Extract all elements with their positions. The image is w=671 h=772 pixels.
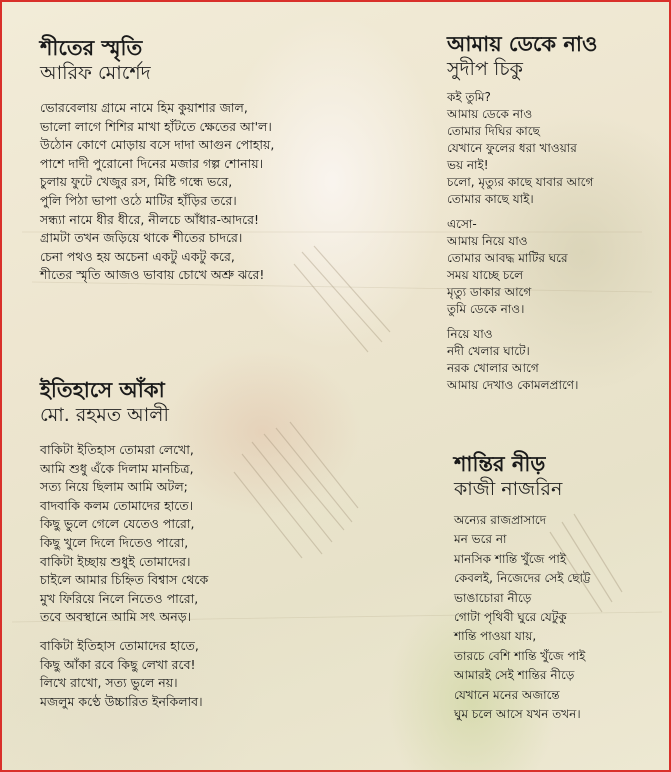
poem-line: মুখ ফিরিয়ে নিলে নিতেও পারো, [40, 590, 199, 606]
poem-drawn-in-history [40, 378, 208, 721]
poem-line: কেবলই, নিজেদের সেই ছোট্ট [454, 571, 591, 586]
poem-line: মৃত্যু ডাকার আগে [447, 284, 532, 299]
poem-line: আমায় ডেকে নাও [447, 106, 533, 121]
poem-line: গোটা পৃথিবী ঘুরে যেটুকু [454, 610, 567, 625]
poem-line: সন্ধ্যা নামে ধীর ধীরে, নীলচে আঁধার-আদরে! [40, 211, 260, 227]
poem-line: ভয় নাই! [447, 157, 489, 172]
poem-line: মন ভরে না [454, 532, 507, 547]
poem-line: আমি শুধু এঁকে দিলাম মানচিত্র, [40, 460, 194, 476]
poem-call-me [447, 32, 597, 402]
poem-line: যেখানে মনের অজান্তে [454, 687, 560, 702]
poem-stanza [447, 89, 597, 208]
poem-line: বাদবাকি কলম তোমাদের হাতে। [40, 497, 194, 513]
poem-line: ঘুম চলে আসে যখন তখন। [454, 707, 581, 722]
poem-line: আমায় নিয়ে যাও [447, 233, 528, 248]
poem-nest-of-peace [454, 452, 591, 734]
poem-stanza [454, 511, 591, 724]
poem-line: নিয়ে যাও [447, 326, 493, 341]
poem-line: কিছু ভুলে গেলে যেতেও পারো, [40, 516, 195, 532]
poem-line: চেনা পথও হয় অচেনা একটু একটু করে, [40, 248, 235, 264]
poem-line: আমারই সেই শান্তির নীড়ে [454, 668, 575, 683]
poem-line: এসো- [447, 216, 477, 231]
poem-line: চাইলে আমার চিহ্নিত বিশ্বাস থেকে [40, 572, 209, 588]
poem-stanza [447, 326, 597, 394]
poem-author: মো. রহমত আলী [40, 404, 169, 427]
poem-line: গ্রামটা তখন জড়িয়ে থাকে শীতের চাদরে। [40, 230, 243, 246]
poem-line: মানসিক শান্তি খুঁজে পাই [454, 551, 567, 566]
poem-line: শীতের স্মৃতি আজও ভাবায় চোখে অশ্রু ঝরে! [40, 267, 265, 283]
poem-title: শীতের স্মৃতি [40, 36, 143, 60]
poem-line: অন্যের রাজপ্রাসাদে [454, 512, 547, 527]
poem-line: কিছু খুলে দিলে দিতেও পারো, [40, 534, 189, 550]
poem-line: মজলুম কণ্ঠে উচ্চারিত ইনকিলাব। [40, 693, 203, 709]
poem-line: চুলায় ফুটে খেজুর রস, মিষ্টি গন্ধে ভরে, [40, 174, 233, 190]
poem-line: বাকিটা ইচ্ছায় শুধুই তোমাদের। [40, 553, 191, 569]
poem-author: সুদীপ চিকু [447, 58, 523, 81]
poem-line: তোমার কাছে যাই। [447, 191, 534, 206]
poem-line: বাকিটা ইতিহাস তোমরা লেখো, [40, 441, 194, 457]
poem-line: ভালো লাগে শিশির মাখা হাঁটতে ক্ষেতের আ'ল। [40, 118, 272, 134]
poem-line: চলো, মৃত্যুর কাছে যাবার আগে [447, 174, 594, 189]
poem-line: তুমি ডেকে নাও। [447, 301, 525, 316]
poem-author: আরিফ মোর্শেদ [40, 62, 151, 85]
poem-line: নদী খেলার ঘাটে। [447, 343, 530, 358]
poem-author: কাজী নাজরিন [454, 478, 563, 501]
poem-line: যেখানে ফুলের ধরা খাওয়ার [447, 140, 577, 155]
poem-line: কিছু আঁকা রবে কিছু লেখা রবে! [40, 656, 196, 672]
poem-line: আমায় দেখাও কোমলপ্রাণে। [447, 377, 579, 392]
poem-winter-memory [40, 36, 274, 295]
poem-line: উঠোন কোণে মোড়ায় বসে দাদা আগুন পোহায়, [40, 137, 275, 153]
poem-title: ইতিহাসে আঁকা [40, 378, 165, 402]
poem-line: ভাঙাচোরা নীড়ে [454, 590, 532, 605]
poem-line: লিখে রাখো, সত্য ভুলে নয়। [40, 675, 178, 691]
poem-line: সত্য নিয়ে ছিলাম আমি অটল; [40, 479, 188, 495]
poem-stanza [40, 99, 274, 285]
poem-stanza [447, 216, 597, 318]
poem-line: সময় যাচ্ছে চলে [447, 267, 524, 282]
poem-line: শান্তি পাওয়া যায়, [454, 629, 537, 644]
poem-line: বাকিটা ইতিহাস তোমাদের হাতে, [40, 637, 199, 653]
poem-stanza [40, 637, 208, 711]
poem-line: ভোরবেলায় গ্রামে নামে হিম কুয়াশার জাল, [40, 99, 248, 115]
poem-line: তবে অবস্থানে আমি সৎ অনড়। [40, 609, 192, 625]
poem-line: পুলি পিঠা ভাপা ওঠে মাটির হাঁড়ির তরে। [40, 192, 237, 208]
poem-stanza [40, 441, 208, 627]
poem-line: কই তুমি? [447, 89, 491, 104]
poem-title: শান্তির নীড় [454, 452, 546, 476]
poem-line: নরক খোলার আগে [447, 360, 539, 375]
poem-line: তোমার দিঘির কাছে [447, 123, 540, 138]
poem-line: তোমার আবদ্ধ মাটির ঘরে [447, 250, 568, 265]
poem-line: তারচে বেশি শান্তি খুঁজে পাই [454, 648, 586, 663]
poem-title: আমায় ডেকে নাও [447, 32, 598, 56]
poem-line: পাশে দাদী পুরোনো দিনের মজার গল্প শোনায়। [40, 155, 264, 171]
